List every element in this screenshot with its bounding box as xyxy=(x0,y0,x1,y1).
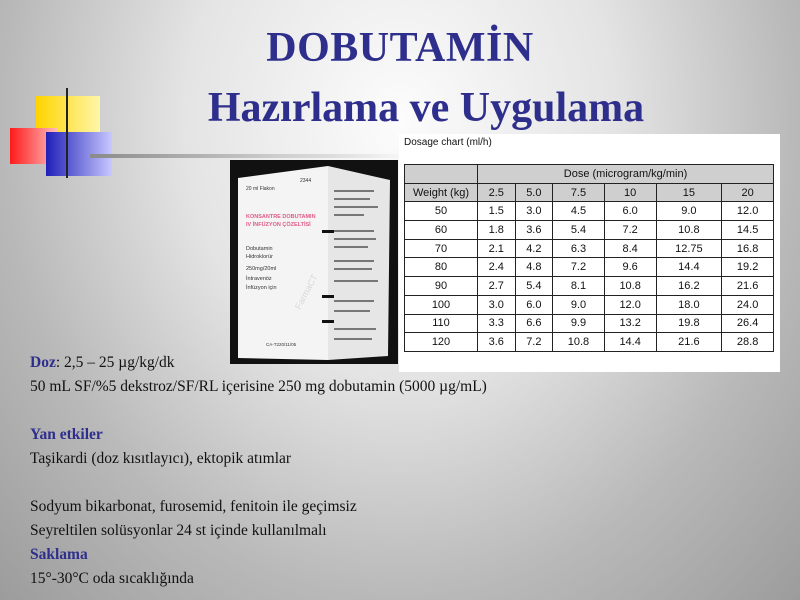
dosage-chart xyxy=(399,134,780,372)
dose-cell: 13.2 xyxy=(604,314,656,333)
table-row xyxy=(405,202,774,221)
dose-cell: 19.8 xyxy=(656,314,722,333)
table-row xyxy=(405,258,774,277)
dose-cell: 21.6 xyxy=(656,333,722,352)
dose-cell: 10.8 xyxy=(553,333,605,352)
table-row xyxy=(405,277,774,296)
decorative-horizontal-line xyxy=(90,154,410,158)
weight-header-blank xyxy=(405,165,478,184)
package-line: 20 ml Flakon xyxy=(246,186,275,192)
incompatibility-line: Sodyum bikarbonat, furosemid, fenitoin ile geçimsiz xyxy=(30,498,357,515)
package-line: CA-T220/11/05 xyxy=(266,342,297,347)
dose-column-header: 5.0 xyxy=(515,183,553,202)
slide-title: DOBUTAMİN xyxy=(266,25,534,71)
package-line: 2344 xyxy=(300,178,312,184)
dose-cell: 14.4 xyxy=(604,333,656,352)
dose-cell: 24.0 xyxy=(722,295,774,314)
dose-cell: 26.4 xyxy=(722,314,774,333)
dose-cell: 7.2 xyxy=(515,333,553,352)
dose-cell: 6.3 xyxy=(553,239,605,258)
dose-cell: 2.7 xyxy=(478,277,516,296)
dose-column-header: 15 xyxy=(656,183,722,202)
dose-cell: 8.1 xyxy=(553,277,605,296)
dose-label: Doz xyxy=(30,354,56,371)
package-line: Hidroklorür xyxy=(246,254,273,260)
dose-cell: 3.6 xyxy=(515,221,553,240)
weight-cell: 120 xyxy=(405,333,478,352)
dose-cell: 5.4 xyxy=(553,221,605,240)
dose-cell: 3.0 xyxy=(515,202,553,221)
dose-cell: 2.4 xyxy=(478,258,516,277)
dose-cell: 3.6 xyxy=(478,333,516,352)
package-watermark: FarmaCT xyxy=(292,272,320,311)
side-effects-heading: Yan etkiler xyxy=(30,426,103,443)
dose-column-header: 20 xyxy=(722,183,774,202)
dose-column-header: 7.5 xyxy=(553,183,605,202)
package-line: Dobutamin xyxy=(246,246,273,252)
dose-cell: 3.3 xyxy=(478,314,516,333)
dose-value: : 2,5 – 25 µg/kg/dk xyxy=(55,354,175,371)
dose-cell: 9.0 xyxy=(656,202,722,221)
dose-cell: 5.4 xyxy=(515,277,553,296)
table-row xyxy=(405,333,774,352)
dilution-line: Seyreltilen solüsyonlar 24 st içinde kullanılmalı xyxy=(30,522,327,539)
table-row xyxy=(405,314,774,333)
storage-text: 15°-30°C oda sıcaklığında xyxy=(30,570,194,587)
dose-cell: 7.2 xyxy=(604,221,656,240)
dose-cell: 1.5 xyxy=(478,202,516,221)
dose-cell: 9.0 xyxy=(553,295,605,314)
dose-cell: 12.75 xyxy=(656,239,722,258)
preparation-line: 50 mL SF/%5 dekstroz/SF/RL içerisine 250 mg dobutamin (5000 µg/mL) xyxy=(30,378,487,395)
weight-cell: 100 xyxy=(405,295,478,314)
dosage-table xyxy=(404,164,774,352)
dose-cell: 12.0 xyxy=(722,202,774,221)
dose-cell: 10.8 xyxy=(604,277,656,296)
dose-line xyxy=(30,353,175,372)
dose-cell: 6.0 xyxy=(515,295,553,314)
dose-cell: 9.6 xyxy=(604,258,656,277)
weight-cell: 110 xyxy=(405,314,478,333)
weight-cell: 90 xyxy=(405,277,478,296)
weight-cell: 80 xyxy=(405,258,478,277)
dose-cell: 8.4 xyxy=(604,239,656,258)
package-line: İntravenöz xyxy=(246,276,272,282)
dose-cell: 21.6 xyxy=(722,277,774,296)
dose-cell: 18.0 xyxy=(656,295,722,314)
dose-cell: 16.2 xyxy=(656,277,722,296)
weight-cell: 70 xyxy=(405,239,478,258)
dose-cell: 4.5 xyxy=(553,202,605,221)
dose-cell: 6.0 xyxy=(604,202,656,221)
dose-cell: 28.8 xyxy=(722,333,774,352)
table-row xyxy=(405,295,774,314)
package-line: KONSANTRE DOBUTAMIN xyxy=(246,214,316,220)
package-line: 250mg/20ml xyxy=(246,266,277,272)
weight-cell: 50 xyxy=(405,202,478,221)
side-effects-text: Taşikardi (doz kısıtlayıcı), ektopik atımlar xyxy=(30,450,292,467)
dose-cell: 4.2 xyxy=(515,239,553,258)
drug-package-image xyxy=(230,160,398,364)
slide-subtitle: Hazırlama ve Uygulama xyxy=(207,85,645,131)
dosage-chart-title: Dosage chart (ml/h) xyxy=(404,137,492,148)
dose-cell: 10.8 xyxy=(656,221,722,240)
dose-cell: 6.6 xyxy=(515,314,553,333)
dose-column-header: 2.5 xyxy=(478,183,516,202)
table-row xyxy=(405,239,774,258)
dose-cell: 2.1 xyxy=(478,239,516,258)
package-line: IV İNFÜZYON ÇÖZELTİSİ xyxy=(246,222,311,228)
dose-cell: 12.0 xyxy=(604,295,656,314)
weight-cell: 60 xyxy=(405,221,478,240)
dose-cell: 3.0 xyxy=(478,295,516,314)
dose-cell: 19.2 xyxy=(722,258,774,277)
table-row xyxy=(405,221,774,240)
dose-header: Dose (microgram/kg/min) xyxy=(478,165,774,184)
dose-cell: 1.8 xyxy=(478,221,516,240)
dosage-table-body xyxy=(405,202,774,352)
dose-cell: 16.8 xyxy=(722,239,774,258)
table-header-row xyxy=(405,183,774,202)
storage-heading: Saklama xyxy=(30,546,88,563)
dose-cell: 14.5 xyxy=(722,221,774,240)
dose-cell: 7.2 xyxy=(553,258,605,277)
dose-cell: 9.9 xyxy=(553,314,605,333)
dose-cell: 4.8 xyxy=(515,258,553,277)
package-line: İnfüzyon için xyxy=(246,285,277,291)
dose-column-header: 10 xyxy=(604,183,656,202)
dose-cell: 14.4 xyxy=(656,258,722,277)
weight-header: Weight (kg) xyxy=(405,183,478,202)
